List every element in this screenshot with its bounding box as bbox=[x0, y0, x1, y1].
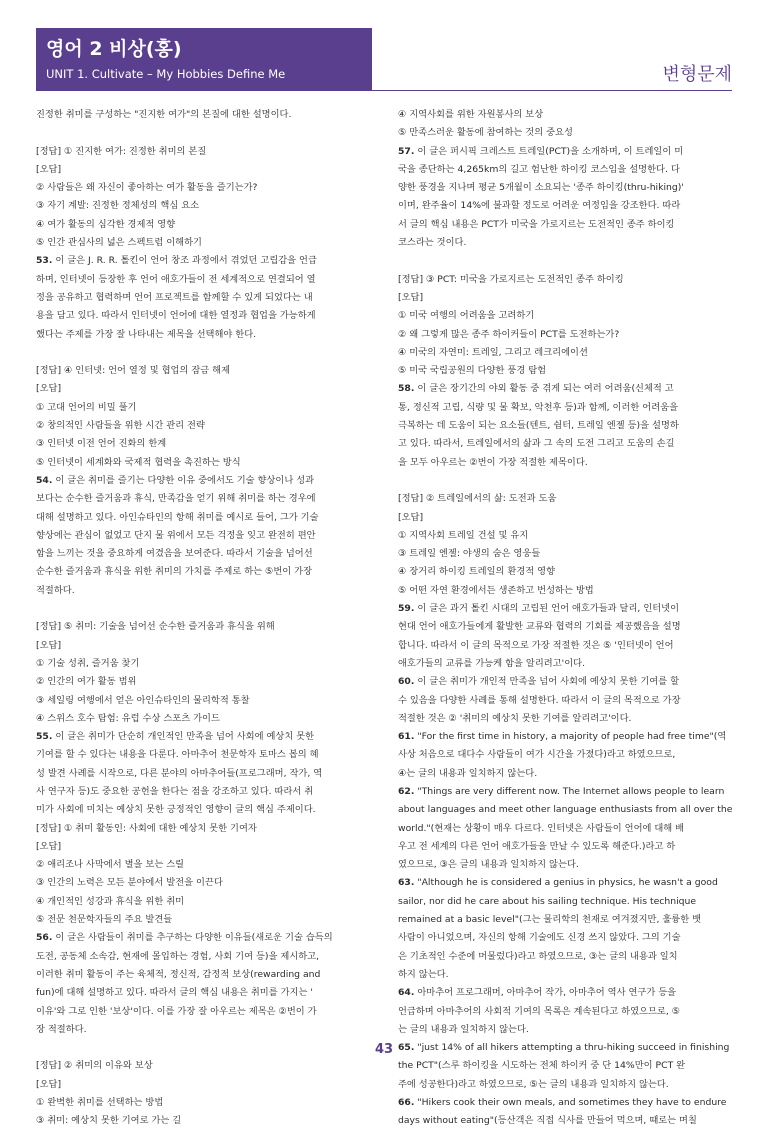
text-line: 장 적절하다. bbox=[36, 1023, 87, 1035]
question-number: 54. bbox=[36, 474, 53, 486]
text-line: 60. 이 글은 취미가 개인적 만족을 넘어 사회에 예상치 못한 기여를 할 bbox=[398, 676, 680, 688]
text-line: [정답] ① 취미 활동인: 사회에 대한 예상치 못한 기여자 bbox=[36, 822, 257, 834]
text-line: 했다는 주제를 가장 잘 나타내는 제목을 선택해야 한다. bbox=[36, 328, 257, 340]
text-line: ⑤ 만족스러운 활동에 참여하는 것의 중요성 bbox=[398, 127, 573, 139]
text-line: 성 발견 사례를 시작으로, 다른 분야의 아마추어들(프로그래머, 작가, 역 bbox=[36, 767, 323, 779]
question-number: 53. bbox=[36, 255, 53, 267]
text-line: ② 왜 그렇게 많은 종주 하이커들이 PCT를 도전하는가? bbox=[398, 328, 620, 340]
text-line: 하지 않는다. bbox=[398, 968, 449, 980]
text-line: 보다는 순수한 즐거움과 휴식, 만족감을 얻기 위해 취미를 하는 경우에 bbox=[36, 493, 316, 505]
text-line: ③ 인간의 노력은 모든 분야에서 발전을 이끈다 bbox=[36, 877, 223, 889]
text-line: 65. "just 14% of all hikers attempting a thru-hiking succeed in finishing bbox=[398, 1042, 730, 1054]
text-line: 정을 공유하고 협력하며 언어 프로젝트를 함께할 수 있게 되었다는 내 bbox=[36, 291, 313, 303]
text-line: fun)에 대해 설명하고 있다. 따라서 글의 핵심 내용은 취미를 가지는 ' bbox=[36, 987, 313, 999]
text-line: 기여를 할 수 있다는 내용을 다룬다. 아마추어 천문학자 토마스 봅의 혜 bbox=[36, 749, 319, 761]
text-line: [정답] ③ PCT: 미국을 가로지르는 도전적인 종주 하이킹 bbox=[398, 273, 624, 285]
text-line: ③ 취미: 예상치 못한 기여로 가는 길 bbox=[36, 1115, 182, 1127]
text-line: 56. 이 글은 사람들이 취미를 추구하는 다양한 이유들(새로운 기술 습득의 bbox=[36, 932, 333, 944]
paragraph-gap bbox=[398, 472, 736, 490]
page-number: 43 bbox=[374, 1042, 394, 1057]
text-line: the PCT"(스루 하이킹을 시도하는 전체 하이커 중 단 14%만이 PCT 완 bbox=[398, 1060, 686, 1072]
text-line: 순수한 즐거움과 휴식을 위한 취미의 가치를 주제로 하는 ⑤번이 가장 bbox=[36, 566, 313, 578]
text-line: ④ 스위스 호수 탐험: 유럽 수상 스포츠 가이드 bbox=[36, 712, 220, 724]
text-line: [오답] bbox=[398, 511, 424, 523]
text-line: 사 연구자 등)도 중요한 공헌을 한다는 점을 강조하고 있다. 따라서 취 bbox=[36, 785, 314, 797]
question-number: 59. bbox=[398, 603, 415, 615]
text-line: [정답] ② 트레일에서의 삶: 도전과 도움 bbox=[398, 493, 557, 505]
text-line: ② 창의적인 사람들을 위한 시간 관리 전략 bbox=[36, 420, 205, 432]
question-number: 57. bbox=[398, 145, 415, 157]
text-line: 사람이 아니었으며, 자신의 항해 기술에도 신경 쓰지 않았다. 그의 기술 bbox=[398, 932, 681, 944]
text-line: 58. 이 글은 장기간의 야외 활동 중 겪게 되는 여러 어려움(신체적 고 bbox=[398, 383, 674, 395]
text-line: 서 글의 핵심 내용은 PCT가 미국을 가로지르는 도전적인 종주 하이킹 bbox=[398, 218, 675, 230]
header-divider bbox=[36, 90, 732, 91]
text-line: ④ 개인적인 성강과 휴식을 위한 취미 bbox=[36, 895, 185, 907]
text-line: 이며, 완주율이 14%에 불과할 정도로 어려운 여정임을 강조한다. 따라 bbox=[398, 200, 681, 212]
text-line: ① 고대 언어의 비밀 풀기 bbox=[36, 401, 137, 413]
text-line: ③ 인터넷 이전 언어 진화의 한계 bbox=[36, 438, 167, 450]
text-line: 59. 이 글은 과거 톨킨 시대의 고립된 언어 애호가들과 달리, 인터넷이 bbox=[398, 603, 680, 615]
page-title: 영어 2 비상(홍) bbox=[46, 38, 182, 60]
question-number: 64. bbox=[398, 987, 415, 999]
question-number: 63. bbox=[398, 877, 415, 889]
text-line: 주에 성공한다)라고 하였으므로, ⑤는 글의 내용과 일치하지 않는다. bbox=[398, 1078, 669, 1090]
text-line: 함을 느끼는 것을 중요하게 여겼음을 보여준다. 따라서 기술을 넘어선 bbox=[36, 548, 313, 560]
text-line: 용을 담고 있다. 따라서 인터넷이 언어에 대한 열정과 협업을 가능하게 bbox=[36, 310, 316, 322]
text-line: ④는 글의 내용과 일치하지 않는다. bbox=[398, 767, 538, 779]
text-line: days without eating"(등산객은 직접 식사를 만들어 먹으며, 때로는 며칠 bbox=[398, 1115, 697, 1127]
text-line: 61. "For the first time in history, a majority of people had free time"(역 bbox=[398, 731, 727, 743]
question-number: 56. bbox=[36, 932, 53, 944]
text-line: 언급하며 아마추어의 사회적 기여의 목록은 계속된다고 하였으므로, ⑤ bbox=[398, 1005, 681, 1017]
text-line: ① 미국 여행의 어려움을 고려하기 bbox=[398, 310, 535, 322]
text-line: 64. 아마추어 프로그래머, 아마추어 작가, 아마추어 역사 연구가 등을 bbox=[398, 987, 677, 999]
text-line: ② 사람들은 왜 자신이 좋아하는 여가 활동을 즐기는가? bbox=[36, 182, 258, 194]
text-line: 합니다. 따라서 이 글의 목적으로 가장 적절한 것은 ⑤ '인터넷이 언어 bbox=[398, 639, 674, 651]
page-header bbox=[0, 0, 768, 94]
text-line: ⑤ 미국 국립공원의 다양한 풍경 탐험 bbox=[398, 365, 547, 377]
text-line: [정답] ⑤ 취미: 기술을 넘어선 순수한 즐거움과 휴식을 위해 bbox=[36, 621, 275, 633]
text-line: 현대 언어 애호가들에게 활발한 교류와 협력의 기회를 제공했음을 설명 bbox=[398, 621, 681, 633]
text-line: 62. "Things are very different now. The Internet allows people to learn bbox=[398, 785, 725, 797]
text-line: ③ 트레일 엔젤: 야생의 숨은 영웅들 bbox=[398, 548, 541, 560]
text-line: [오답] bbox=[36, 383, 62, 395]
text-line: ④ 여가 활동의 심각한 경제적 영향 bbox=[36, 218, 176, 230]
text-line: ⑤ 인간 관심사의 넓은 스펙트럼 이해하기 bbox=[36, 237, 202, 249]
text-line: 수 있음을 다양한 사례를 통해 설명한다. 따라서 이 글의 목적으로 가장 bbox=[398, 694, 681, 706]
text-line: 국을 종단하는 4,265km의 길고 험난한 하이킹 코스임을 설명한다. 다 bbox=[398, 163, 680, 175]
paragraph-gap bbox=[36, 124, 374, 142]
text-line: 대해 설명하고 있다. 아인슈타인의 항해 취미를 예시로 들어, 그가 기술 bbox=[36, 511, 319, 523]
text-line: [오답] bbox=[36, 163, 62, 175]
text-line: ① 완벽한 취미를 선택하는 방법 bbox=[36, 1097, 164, 1109]
text-line: 미가 사회에 미치는 예상치 못한 긍정적인 영향이 글의 핵심 주제이다. bbox=[36, 804, 316, 816]
text-line: ④ 미국의 자연미: 트레일, 그리고 레크리에이션 bbox=[398, 346, 588, 358]
text-line: 는 글의 내용과 일치하지 않는다. bbox=[398, 1023, 529, 1035]
question-number: 58. bbox=[398, 383, 415, 395]
question-number: 61. bbox=[398, 731, 415, 743]
question-number: 65. bbox=[398, 1042, 415, 1054]
text-line: 적절하다. bbox=[36, 584, 75, 596]
text-line: 애호가들의 교류를 가능케 함을 알리려고'이다. bbox=[398, 657, 586, 669]
text-line: 진정한 취미를 구성하는 "진지한 여가"의 본질에 대한 설명이다. bbox=[36, 109, 292, 120]
text-line: 고 있다. 따라서, 트레일에서의 삶과 그 속의 도전 그리고 도움의 손길 bbox=[398, 438, 675, 450]
paragraph-gap bbox=[398, 252, 736, 270]
text-line: 66. "Hikers cook their own meals, and sometimes they have to endure bbox=[398, 1097, 727, 1109]
text-line: 였으므로, ③은 글의 내용과 일치하지 않는다. bbox=[398, 859, 579, 871]
text-line: 사상 처음으로 대다수 사람들이 여가 시간을 가졌다)라고 하였으므로, bbox=[398, 749, 676, 761]
text-line: 57. 이 글은 퍼시픽 크레스트 트레일(PCT)을 소개하며, 이 트레일이 미 bbox=[398, 145, 684, 157]
text-line: sailor, nor did he care about his sailing technique. His technique bbox=[398, 895, 697, 907]
unit-subtitle: UNIT 1. Cultivate – My Hobbies Define Me bbox=[46, 67, 286, 81]
text-line: [정답] ④ 인터넷: 언어 열정 및 협업의 잠금 해제 bbox=[36, 365, 231, 377]
text-line: 이유'와 그로 인한 '보상'이다. 이를 가장 잘 아우르는 제목은 ②번이 가 bbox=[36, 1005, 317, 1017]
text-line: 도전, 공동체 소속감, 현재에 몰입하는 경험, 사회 기여 등)을 제시하고, bbox=[36, 950, 320, 962]
paragraph-gap bbox=[36, 600, 374, 618]
text-line: 통, 정신적 고립, 식량 및 물 확보, 악천후 등)과 함께, 이러한 어려움을 bbox=[398, 401, 679, 413]
question-number: 66. bbox=[398, 1097, 415, 1109]
question-number: 60. bbox=[398, 676, 415, 688]
text-line: ⑤ 어떤 자연 환경에서든 생존하고 번성하는 방법 bbox=[398, 584, 594, 596]
text-line: ⑤ 전문 천문학자들의 주요 발견들 bbox=[36, 914, 173, 926]
right-column bbox=[398, 106, 736, 1131]
text-line: [오답] bbox=[36, 639, 62, 651]
text-line: ② 애리조나 사막에서 별을 보는 스릴 bbox=[36, 859, 185, 871]
text-line: 하며, 인터넷이 등장한 후 언어 애호가들이 전 세계적으로 연결되어 열 bbox=[36, 273, 316, 285]
text-line: ③ 자기 계발: 진정한 정체성의 핵심 요소 bbox=[36, 200, 200, 212]
text-line: ③ 세일링 여행에서 얻은 아인슈타인의 물리학적 통찰 bbox=[36, 694, 250, 706]
text-line: about languages and meet other language enthusiasts from all over the bbox=[398, 804, 733, 816]
text-line: remained at a basic level"(그는 물리학의 천재로 여겨졌지만, 훌륭한 뱃 bbox=[398, 914, 702, 926]
text-line: world."(현재는 상황이 매우 다르다. 인터넷은 사람들이 언어에 대해 배 bbox=[398, 822, 685, 834]
left-column bbox=[36, 106, 374, 1131]
title-box bbox=[36, 28, 372, 90]
question-number: 62. bbox=[398, 785, 415, 797]
text-line: 은 기초적인 수준에 머물렀다)라고 하였으므로, ③는 글의 내용과 일치 bbox=[398, 950, 678, 962]
text-line: 향상에는 관심이 없었고 단지 물 위에서 모든 걱정을 잊고 완전히 편안 bbox=[36, 529, 316, 541]
text-line: ④ 장거리 하이킹 트레일의 환경적 영향 bbox=[398, 566, 556, 578]
text-line: ④ 지역사회를 위한 자원봉사의 보상 bbox=[398, 109, 544, 120]
text-line: 양한 풍경을 지나며 평균 5개월이 소요되는 '종주 하이킹(thru-hiking)' bbox=[398, 182, 684, 194]
text-line: 적절한 것은 ② '취미의 예상치 못한 기여를 알리려고'이다. bbox=[398, 712, 632, 724]
text-line: [오답] bbox=[36, 1078, 62, 1090]
text-line: 을 모두 아우르는 ②번이 가장 적절한 제목이다. bbox=[398, 456, 588, 468]
text-line: [정답] ① 진지한 여가: 진정한 취미의 본질 bbox=[36, 145, 207, 157]
text-line: 이러한 취미 활동이 주는 육체적, 정신적, 감정적 보상(rewarding and bbox=[36, 968, 321, 980]
text-line: 55. 이 글은 취미가 단순히 개인적인 만족을 넘어 사회에 예상치 못한 bbox=[36, 731, 315, 743]
section-label: 변형문제 bbox=[662, 64, 732, 85]
text-line: 우고 전 세계의 다른 언어 애호가들을 만날 수 있도록 해준다.)라고 하 bbox=[398, 840, 676, 852]
paragraph-gap bbox=[36, 344, 374, 362]
text-line: 53. 이 글은 J. R. R. 톨킨이 언어 창조 과정에서 겪었던 고립감을 언급 bbox=[36, 255, 317, 267]
text-line: [오답] bbox=[36, 840, 62, 852]
text-line: [정답] ② 취미의 이유와 보상 bbox=[36, 1060, 153, 1072]
text-line: ⑤ 인터넷이 세계화와 국제적 협력을 촉진하는 방식 bbox=[36, 456, 241, 468]
text-line: ② 인간의 여가 활동 범위 bbox=[36, 676, 137, 688]
text-line: 극복하는 데 도움이 되는 요소들(텐트, 쉼터, 트레일 엔젤 등)을 설명하 bbox=[398, 420, 679, 432]
text-line: ① 기술 성취, 즐거움 찾기 bbox=[36, 657, 140, 669]
text-line: 63. "Although he is considered a genius in physics, he wasn't a good bbox=[398, 877, 718, 889]
text-line: 54. 이 글은 취미를 즐기는 다양한 이유 중에서도 기술 향상이나 성과 bbox=[36, 474, 315, 486]
text-line: [오답] bbox=[398, 291, 424, 303]
question-number: 55. bbox=[36, 731, 53, 743]
text-line: ① 지역사회 트레일 건설 및 유지 bbox=[398, 529, 529, 541]
text-line: 코스라는 것이다. bbox=[398, 237, 467, 249]
